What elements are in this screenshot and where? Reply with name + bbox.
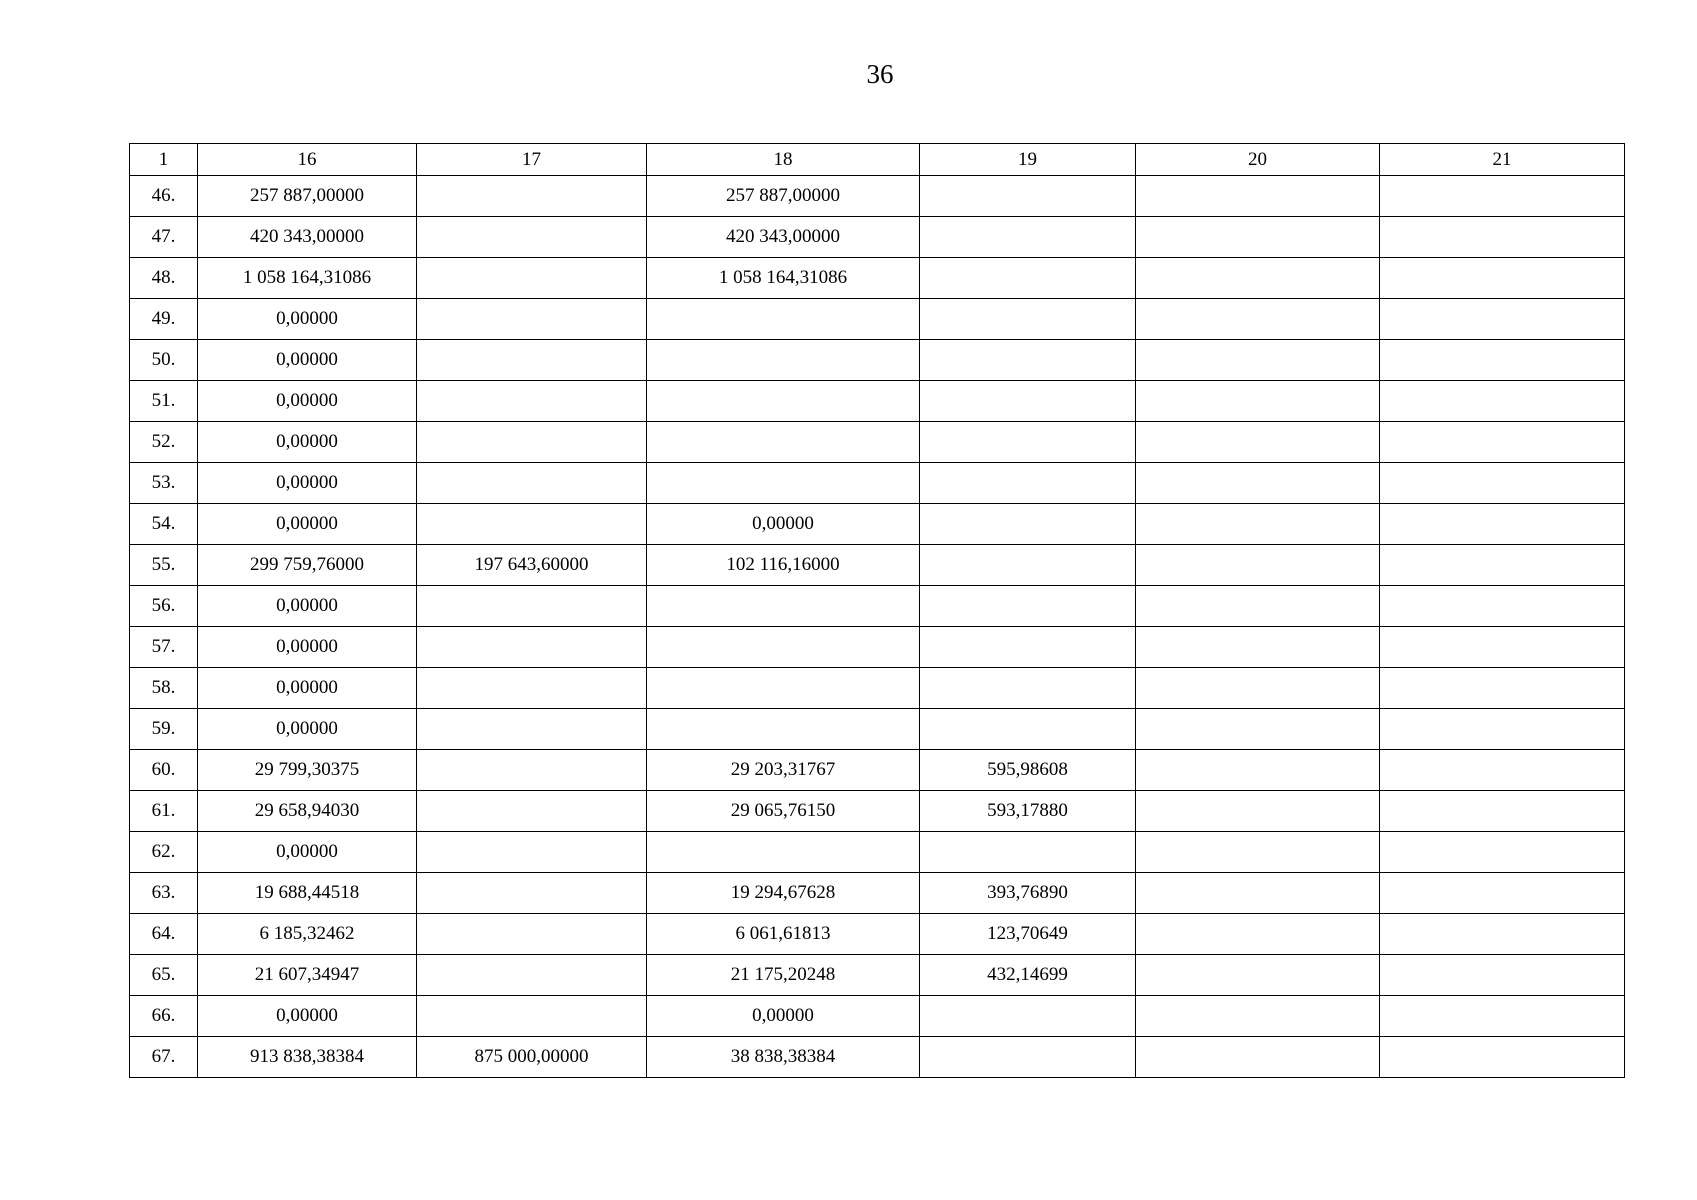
table-cell bbox=[1380, 873, 1625, 914]
table-cell: 299 759,76000 bbox=[198, 545, 417, 586]
table-cell: 0,00000 bbox=[198, 463, 417, 504]
table-cell bbox=[417, 914, 647, 955]
table-row bbox=[130, 586, 1625, 627]
table-cell bbox=[417, 586, 647, 627]
table-cell bbox=[417, 832, 647, 873]
table-cell bbox=[1380, 258, 1625, 299]
table-cell bbox=[1380, 299, 1625, 340]
table-cell: 0,00000 bbox=[198, 381, 417, 422]
page-number: 36 bbox=[866, 59, 894, 89]
table-cell bbox=[1380, 709, 1625, 750]
row-number-cell: 65. bbox=[130, 955, 198, 996]
table-cell: 6 185,32462 bbox=[198, 914, 417, 955]
table-cell bbox=[920, 668, 1136, 709]
table-row bbox=[130, 996, 1625, 1037]
table-cell bbox=[1136, 914, 1380, 955]
table-cell: 595,98608 bbox=[920, 750, 1136, 791]
table-cell: 0,00000 bbox=[647, 504, 920, 545]
table-cell bbox=[1380, 381, 1625, 422]
table-cell bbox=[417, 955, 647, 996]
table-cell: 1 058 164,31086 bbox=[198, 258, 417, 299]
table-cell bbox=[1380, 422, 1625, 463]
table-row bbox=[130, 176, 1625, 217]
table-cell bbox=[1136, 791, 1380, 832]
table-cell bbox=[1380, 586, 1625, 627]
table-cell bbox=[920, 545, 1136, 586]
table-row bbox=[130, 914, 1625, 955]
row-number-cell: 57. bbox=[130, 627, 198, 668]
table-cell bbox=[1136, 750, 1380, 791]
table-cell bbox=[920, 504, 1136, 545]
table-cell bbox=[920, 381, 1136, 422]
table-row bbox=[130, 627, 1625, 668]
table-cell bbox=[1380, 750, 1625, 791]
column-header: 20 bbox=[1136, 144, 1380, 176]
table-cell bbox=[1136, 955, 1380, 996]
row-number-cell: 63. bbox=[130, 873, 198, 914]
table-cell bbox=[920, 299, 1136, 340]
row-number-cell: 58. bbox=[130, 668, 198, 709]
table-row bbox=[130, 381, 1625, 422]
row-number-cell: 49. bbox=[130, 299, 198, 340]
row-number-cell: 67. bbox=[130, 1037, 198, 1078]
table-cell: 0,00000 bbox=[198, 299, 417, 340]
table-cell bbox=[1136, 463, 1380, 504]
table-cell: 393,76890 bbox=[920, 873, 1136, 914]
table-cell bbox=[920, 709, 1136, 750]
table-cell bbox=[1136, 422, 1380, 463]
table-cell: 420 343,00000 bbox=[647, 217, 920, 258]
column-header: 19 bbox=[920, 144, 1136, 176]
table-cell bbox=[417, 463, 647, 504]
row-number-cell: 62. bbox=[130, 832, 198, 873]
table-cell bbox=[417, 504, 647, 545]
table-cell bbox=[1136, 504, 1380, 545]
table-cell bbox=[1136, 873, 1380, 914]
table-cell bbox=[647, 299, 920, 340]
table-cell bbox=[417, 258, 647, 299]
table-cell bbox=[647, 586, 920, 627]
table-cell bbox=[417, 750, 647, 791]
table-cell bbox=[1136, 1037, 1380, 1078]
row-number-cell: 64. bbox=[130, 914, 198, 955]
table-cell: 593,17880 bbox=[920, 791, 1136, 832]
table-cell: 19 688,44518 bbox=[198, 873, 417, 914]
table-cell bbox=[1380, 955, 1625, 996]
table-cell bbox=[647, 381, 920, 422]
table-row bbox=[130, 504, 1625, 545]
table-cell: 102 116,16000 bbox=[647, 545, 920, 586]
row-number-cell: 48. bbox=[130, 258, 198, 299]
table-cell bbox=[1136, 176, 1380, 217]
table-cell bbox=[920, 463, 1136, 504]
table-row bbox=[130, 299, 1625, 340]
table-cell: 0,00000 bbox=[198, 996, 417, 1037]
table-cell bbox=[1136, 627, 1380, 668]
table-cell bbox=[1136, 668, 1380, 709]
table-cell bbox=[920, 627, 1136, 668]
table-cell bbox=[1380, 340, 1625, 381]
table-cell bbox=[1380, 996, 1625, 1037]
table-cell bbox=[920, 340, 1136, 381]
table-cell bbox=[417, 299, 647, 340]
table-cell bbox=[1136, 217, 1380, 258]
table-cell: 29 203,31767 bbox=[647, 750, 920, 791]
table-cell bbox=[920, 422, 1136, 463]
table-cell bbox=[1136, 996, 1380, 1037]
table-cell bbox=[1380, 832, 1625, 873]
table-cell bbox=[1380, 627, 1625, 668]
table-cell: 913 838,38384 bbox=[198, 1037, 417, 1078]
table-header bbox=[130, 144, 1625, 176]
row-number-cell: 55. bbox=[130, 545, 198, 586]
row-number-cell: 50. bbox=[130, 340, 198, 381]
table-row bbox=[130, 750, 1625, 791]
row-number-cell: 60. bbox=[130, 750, 198, 791]
row-number-cell: 52. bbox=[130, 422, 198, 463]
table-cell bbox=[647, 668, 920, 709]
table-cell bbox=[417, 176, 647, 217]
table-cell bbox=[1136, 709, 1380, 750]
table-cell: 19 294,67628 bbox=[647, 873, 920, 914]
row-number-cell: 66. bbox=[130, 996, 198, 1037]
table-row bbox=[130, 832, 1625, 873]
column-header: 21 bbox=[1380, 144, 1625, 176]
table-cell bbox=[647, 340, 920, 381]
table-cell bbox=[920, 832, 1136, 873]
table-row bbox=[130, 791, 1625, 832]
column-header: 16 bbox=[198, 144, 417, 176]
table-cell bbox=[1136, 381, 1380, 422]
column-header: 1 bbox=[130, 144, 198, 176]
table-cell bbox=[920, 217, 1136, 258]
table-cell: 197 643,60000 bbox=[417, 545, 647, 586]
table-cell bbox=[417, 217, 647, 258]
table-cell bbox=[1380, 463, 1625, 504]
table-cell: 21 607,34947 bbox=[198, 955, 417, 996]
row-number-cell: 59. bbox=[130, 709, 198, 750]
table-cell bbox=[417, 422, 647, 463]
table-body bbox=[130, 176, 1625, 1078]
table-cell: 0,00000 bbox=[647, 996, 920, 1037]
table-cell: 29 658,94030 bbox=[198, 791, 417, 832]
table-cell bbox=[1380, 914, 1625, 955]
row-number-cell: 47. bbox=[130, 217, 198, 258]
row-number-cell: 46. bbox=[130, 176, 198, 217]
table-cell bbox=[647, 463, 920, 504]
table-cell bbox=[417, 873, 647, 914]
row-number-cell: 54. bbox=[130, 504, 198, 545]
table-cell bbox=[1136, 258, 1380, 299]
table-cell: 38 838,38384 bbox=[647, 1037, 920, 1078]
table-cell bbox=[417, 996, 647, 1037]
header-row bbox=[130, 144, 1625, 176]
row-number-cell: 61. bbox=[130, 791, 198, 832]
table-cell: 0,00000 bbox=[198, 504, 417, 545]
table-cell bbox=[920, 176, 1136, 217]
table-cell: 29 799,30375 bbox=[198, 750, 417, 791]
table-cell: 1 058 164,31086 bbox=[647, 258, 920, 299]
table-cell: 0,00000 bbox=[198, 422, 417, 463]
table-cell: 257 887,00000 bbox=[198, 176, 417, 217]
table-row bbox=[130, 873, 1625, 914]
table-cell bbox=[1380, 1037, 1625, 1078]
table-cell: 0,00000 bbox=[198, 668, 417, 709]
table-cell bbox=[647, 422, 920, 463]
table-cell bbox=[647, 627, 920, 668]
table-cell bbox=[1136, 545, 1380, 586]
table-row bbox=[130, 258, 1625, 299]
column-header: 17 bbox=[417, 144, 647, 176]
table-row bbox=[130, 340, 1625, 381]
table-cell bbox=[417, 627, 647, 668]
table-cell: 257 887,00000 bbox=[647, 176, 920, 217]
table-cell bbox=[1380, 791, 1625, 832]
table-cell: 21 175,20248 bbox=[647, 955, 920, 996]
table-cell bbox=[1380, 668, 1625, 709]
table-row bbox=[130, 955, 1625, 996]
column-header: 18 bbox=[647, 144, 920, 176]
table-row bbox=[130, 1037, 1625, 1078]
row-number-cell: 56. bbox=[130, 586, 198, 627]
table-cell bbox=[417, 791, 647, 832]
table-cell bbox=[647, 832, 920, 873]
table-cell: 29 065,76150 bbox=[647, 791, 920, 832]
table-cell: 0,00000 bbox=[198, 832, 417, 873]
table-row bbox=[130, 668, 1625, 709]
table-cell bbox=[1380, 176, 1625, 217]
table-cell bbox=[1380, 545, 1625, 586]
row-number-cell: 53. bbox=[130, 463, 198, 504]
table-cell bbox=[920, 996, 1136, 1037]
table-cell bbox=[1136, 340, 1380, 381]
table-cell bbox=[920, 586, 1136, 627]
table-cell: 875 000,00000 bbox=[417, 1037, 647, 1078]
data-table bbox=[129, 143, 1625, 1078]
table-row bbox=[130, 709, 1625, 750]
table-cell: 0,00000 bbox=[198, 586, 417, 627]
table-cell: 420 343,00000 bbox=[198, 217, 417, 258]
table-cell: 0,00000 bbox=[198, 709, 417, 750]
table-cell bbox=[417, 381, 647, 422]
table-row bbox=[130, 217, 1625, 258]
table-cell: 0,00000 bbox=[198, 627, 417, 668]
table-cell bbox=[1136, 832, 1380, 873]
table-cell bbox=[647, 709, 920, 750]
table-cell bbox=[417, 340, 647, 381]
table-cell bbox=[1380, 217, 1625, 258]
table-cell bbox=[920, 258, 1136, 299]
table-row bbox=[130, 422, 1625, 463]
table-row bbox=[130, 545, 1625, 586]
table-cell bbox=[1136, 299, 1380, 340]
table-cell: 432,14699 bbox=[920, 955, 1136, 996]
table-cell bbox=[417, 709, 647, 750]
table-cell: 0,00000 bbox=[198, 340, 417, 381]
table-cell bbox=[417, 668, 647, 709]
row-number-cell: 51. bbox=[130, 381, 198, 422]
table-cell: 123,70649 bbox=[920, 914, 1136, 955]
table-cell bbox=[920, 1037, 1136, 1078]
table-row bbox=[130, 463, 1625, 504]
table-cell bbox=[1136, 586, 1380, 627]
table-cell: 6 061,61813 bbox=[647, 914, 920, 955]
table-cell bbox=[1380, 504, 1625, 545]
